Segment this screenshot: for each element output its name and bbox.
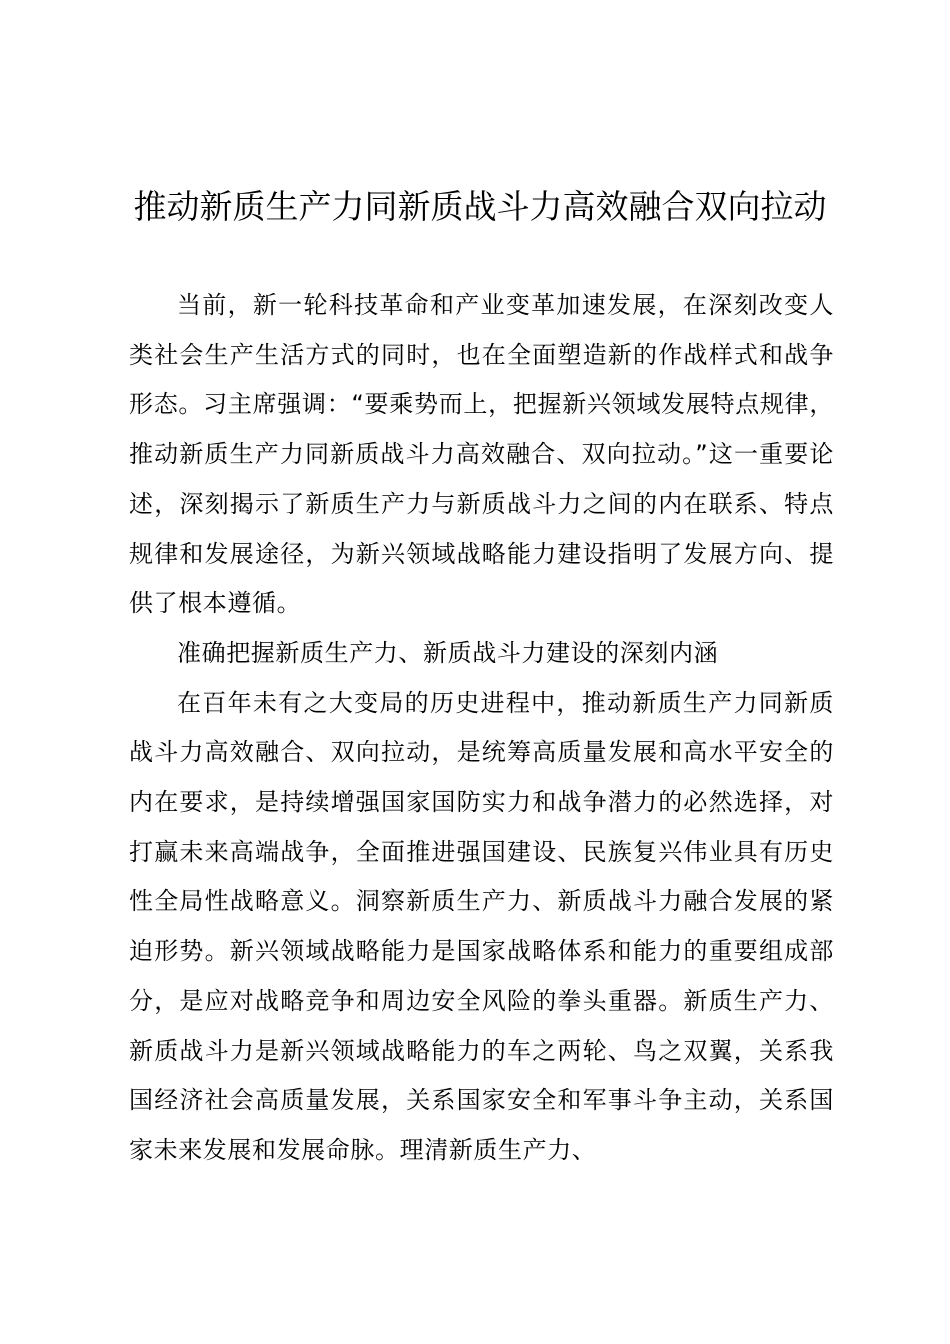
document-body [129, 281, 834, 1176]
paragraph-intro: 当前，新一轮科技革命和产业变革加速发展，在深刻改变人类社会生产生活方式的同时，也在全面塑造新的作战样式和战争形态。习主席强调：“要乘势而上，把握新兴领域发展特点规律，推动新质生产力同新质战斗力高效融合、双向拉动。”这一重要论述，深刻揭示了新质生产力与新质战斗力之间的内在联系、特点规律和发展途径，为新兴领域战略能力建设指明了发展方向、提供了根本遵循。 [129, 291, 834, 618]
section-heading: 准确把握新质生产力、新质战斗力建设的深刻内涵 [177, 638, 719, 667]
paragraph-body: 在百年未有之大变局的历史进程中，推动新质生产力同新质战斗力高效融合、双向拉动，是统筹高质量发展和高水平安全的内在要求，是持续增强国家国防实力和战争潜力的必然选择，对打赢未来高端战争，全面推进强国建设、民族复兴伟业具有历史性全局性战略意义。洞察新质生产力、新质战斗力融合发展的紧迫形势。新兴领域战略能力是国家战略体系和能力的重要组成部分，是应对战略竞争和周边安全风险的拳头重器。新质生产力、新质战斗力是新兴领域战略能力的车之两轮、鸟之双翼，关系我国经济社会高质量发展，关系国家安全和军事斗争主动，关系国家未来发展和发展命脉。理清新质生产力、 [129, 688, 834, 1164]
document-title: 推动新质生产力同新质战斗力高效融合双向拉动 [133, 187, 827, 226]
